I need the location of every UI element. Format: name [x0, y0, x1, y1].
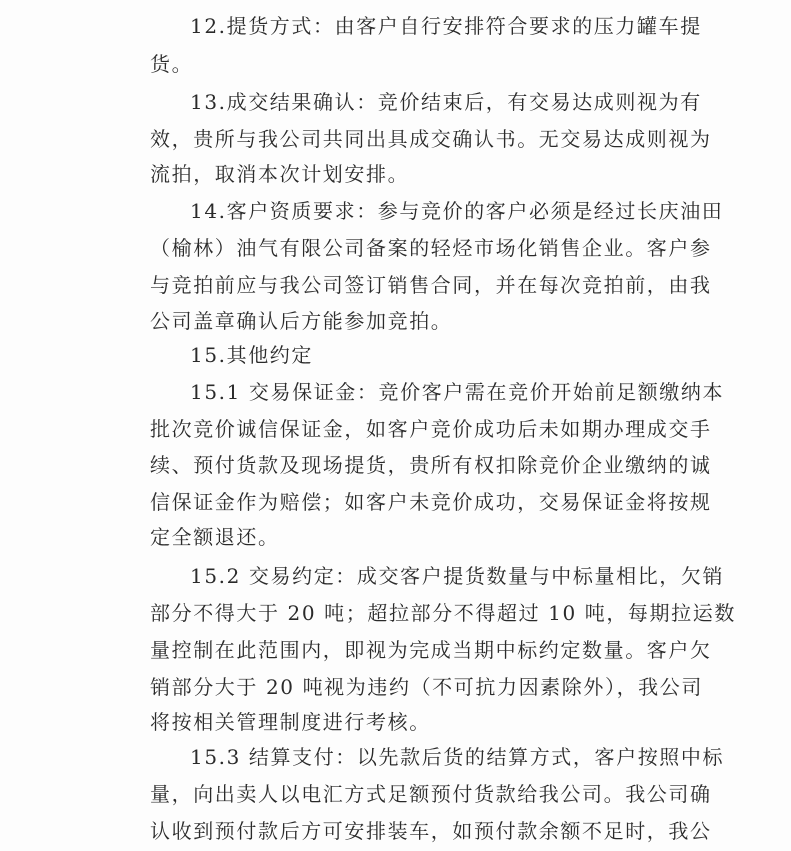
text-line: 13.成交结果确认：竞价结束后，有交易达成则视为有: [190, 90, 702, 114]
text-line: 货。: [150, 52, 194, 76]
text-line: 14.客户资质要求：参与竞价的客户必须是经过长庆油田: [190, 199, 724, 223]
text-line: 15.1 交易保证金：竞价客户需在竞价开始前足额缴纳本: [190, 380, 725, 404]
text-line: 续、预付货款及现场提货，贵所有权扣除竞价企业缴纳的诚: [150, 453, 712, 477]
text-line: 将按相关管理制度进行考核。: [150, 710, 431, 734]
text-line: 与竞拍前应与我公司签订销售合同，并在每次竞拍前，由我: [150, 273, 712, 297]
section-heading: 15.其他约定: [190, 343, 314, 367]
text-line: 批次竞价诚信保证金，如客户竞价成功后未如期办理成交手: [150, 417, 712, 441]
text-line: 定全额退还。: [150, 525, 280, 549]
text-line: 15.2 交易约定：成交客户提货数量与中标量相比，欠销: [190, 564, 725, 588]
text-line: 量控制在此范围内，即视为完成当期中标约定数量。客户欠: [150, 638, 712, 662]
text-line: 12.提货方式：由客户自行安排符合要求的压力罐车提: [190, 14, 702, 38]
text-line: 部分不得大于 20 吨；超拉部分不得超过 10 吨，每期拉运数: [150, 601, 736, 625]
text-line: 效，贵所与我公司共同出具成交确认书。无交易达成则视为: [150, 127, 712, 151]
text-line: 销部分大于 20 吨视为违约（不可抗力因素除外），我公司: [150, 675, 703, 699]
text-line: （榆林）油气有限公司备案的轻烃市场化销售企业。客户参: [150, 236, 712, 260]
text-line: 信保证金作为赔偿；如客户未竞价成功，交易保证金将按规: [150, 490, 712, 514]
text-line: 流拍，取消本次计划安排。: [150, 162, 410, 186]
text-line: 量，向出卖人以电汇方式足额预付货款给我公司。我公司确: [150, 782, 712, 806]
text-line: 认收到预付款后方可安排装车，如预付款余额不足时，我公: [150, 819, 712, 843]
text-line: 公司盖章确认后方能参加竞拍。: [150, 309, 453, 333]
text-line: 15.3 结算支付：以先款后货的结算方式，客户按照中标: [190, 745, 725, 769]
